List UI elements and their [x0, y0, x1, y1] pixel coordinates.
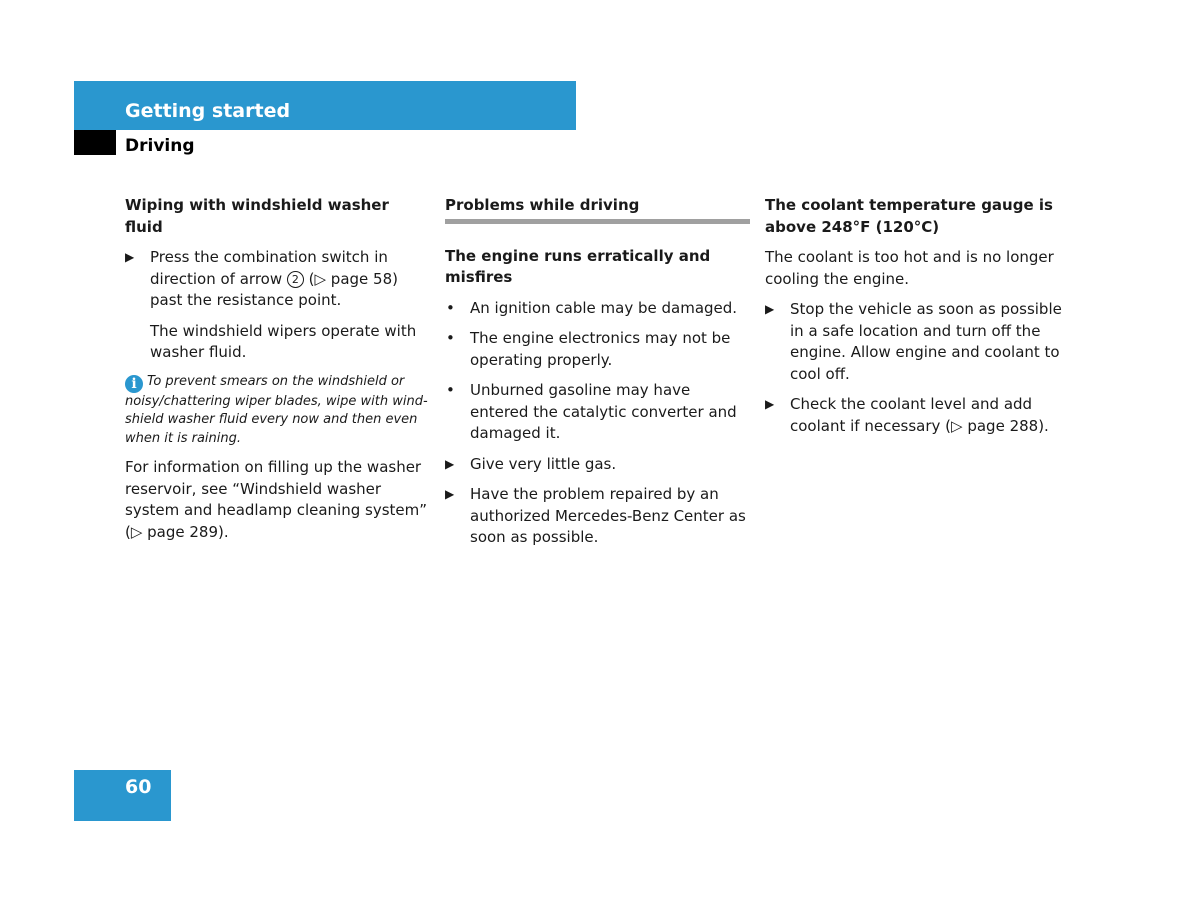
page-number: 60 [125, 776, 152, 798]
bullet-text: Unburned gasoline may have entered the catalytic converter and damaged it. [470, 381, 737, 442]
column-problems [445, 195, 750, 558]
page-number-box [74, 770, 171, 821]
section-title: Driving [125, 136, 195, 156]
list-item [445, 380, 750, 445]
info-icon: i [125, 375, 143, 393]
list-item [445, 484, 750, 549]
bullet-text: An ignition cable may be damaged. [470, 298, 738, 317]
column-coolant [765, 195, 1070, 446]
section-tab-marker [74, 130, 116, 155]
step-arrow-icon: ▶ [445, 487, 455, 501]
list-item [445, 328, 750, 371]
info-note-text: To prevent smears on the windshield or noisy/chattering wiper blades, wipe with windshield washer fluid every now and then even when it is raining. [125, 373, 428, 446]
bullet-icon: • [446, 381, 455, 399]
list-item [765, 299, 1070, 385]
step-arrow-icon: ▶ [765, 397, 775, 411]
washer-reservoir-paragraph: For information on filling up the washer reservoir, see “Windshield washer system and headlamp cleaning system” (▷ page 289). [125, 458, 427, 541]
info-note [125, 373, 430, 449]
arrow-number-icon: 2 [287, 271, 304, 288]
step-text: Check the coolant level and add coolant if necessary (▷ page 288). [790, 395, 1049, 435]
problems-heading: Problems while driving [445, 195, 750, 224]
list-item [445, 298, 750, 320]
list-item [765, 394, 1070, 437]
step-text: Have the problem repaired by an authorized Mercedes-Benz Center as soon as possible. [470, 485, 746, 546]
engine-subheading: The engine runs erratically and misfires [445, 246, 711, 286]
step-arrow-icon: ▶ [765, 302, 775, 316]
column-wiping [125, 195, 430, 552]
bullet-text: The engine electronics may not be operating properly. [470, 329, 731, 369]
wiping-step-text-a: Press the combination switch in direction of arrow [150, 248, 388, 288]
bullet-icon: • [446, 298, 455, 317]
wiping-step-text-b: (▷ page 58) past the resistance point. [150, 269, 398, 309]
wiping-result: The windshield wipers operate with washer fluid. [150, 321, 417, 361]
chapter-title: Getting started [125, 100, 291, 122]
wiping-heading: Wiping with windshield washer fluid [125, 196, 389, 236]
step-text: Stop the vehicle as soon as possible in a safe location and turn off the engine. Allow engine and coolant to cool off. [790, 300, 1062, 383]
bullet-icon: • [446, 329, 455, 347]
wiping-step [125, 247, 430, 312]
list-item [445, 454, 750, 476]
step-text: Give very little gas. [470, 454, 617, 473]
coolant-heading: The coolant temperature gauge is above 248°F (120°C) [765, 196, 1053, 236]
coolant-paragraph: The coolant is too hot and is no longer cooling the engine. [765, 248, 1054, 288]
step-arrow-icon: ▶ [125, 250, 135, 264]
step-arrow-icon: ▶ [445, 456, 455, 471]
